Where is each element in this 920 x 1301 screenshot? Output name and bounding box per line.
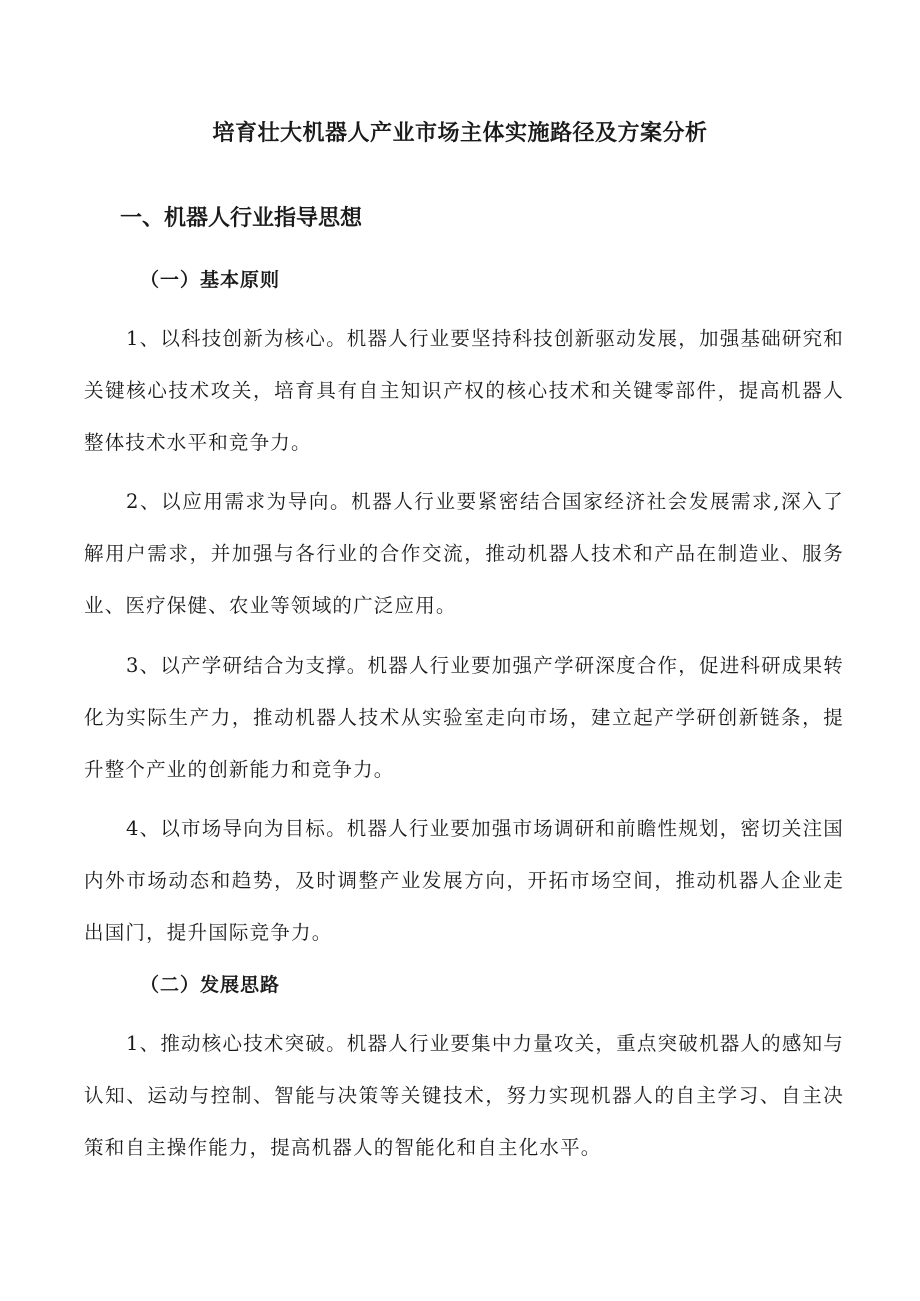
paragraph-principle-1: 1、以科技创新为核心。机器人行业要坚持科技创新驱动发展，加强基础研究和关键核心技术攻关，培育具有自主知识产权的核心技术和关键零部件，提高机器人整体技术水平和竞争力。 (84, 327, 844, 454)
paragraph-development-1: 1、推动核心技术突破。机器人行业要集中力量攻关，重点突破机器人的感知与认知、运动与控制、智能与决策等关键技术，努力实现机器人的自主学习、自主决策和自主操作能力，提高机器人的智能化和自主化水平。 (84, 1032, 844, 1159)
paragraph-principle-4: 4、以市场导向为目标。机器人行业要加强市场调研和前瞻性规划，密切关注国内外市场动态和趋势，及时调整产业发展方向，开拓市场空间，推动机器人企业走出国门，提升国际竞争力。 (84, 817, 844, 944)
section-heading-guiding-thought: 一、机器人行业指导思想 (120, 206, 363, 231)
paragraph-principle-2: 2、以应用需求为导向。机器人行业要紧密结合国家经济社会发展需求,深入了解用户需求，并加强与各行业的合作交流，推动机器人技术和产品在制造业、服务业、医疗保健、农业等领域的广泛应用。 (84, 490, 844, 617)
subsection-heading-basic-principles: （一）基本原则 (140, 269, 281, 291)
paragraph-principle-3: 3、以产学研结合为支撑。机器人行业要加强产学研深度合作，促进科研成果转化为实际生产力，推动机器人技术从实验室走向市场，建立起产学研创新链条，提升整个产业的创新能力和竞争力。 (84, 654, 844, 781)
document-title: 培育壮大机器人产业市场主体实施路径及方案分析 (212, 121, 708, 146)
subsection-heading-development-ideas: （二）发展思路 (140, 974, 281, 996)
